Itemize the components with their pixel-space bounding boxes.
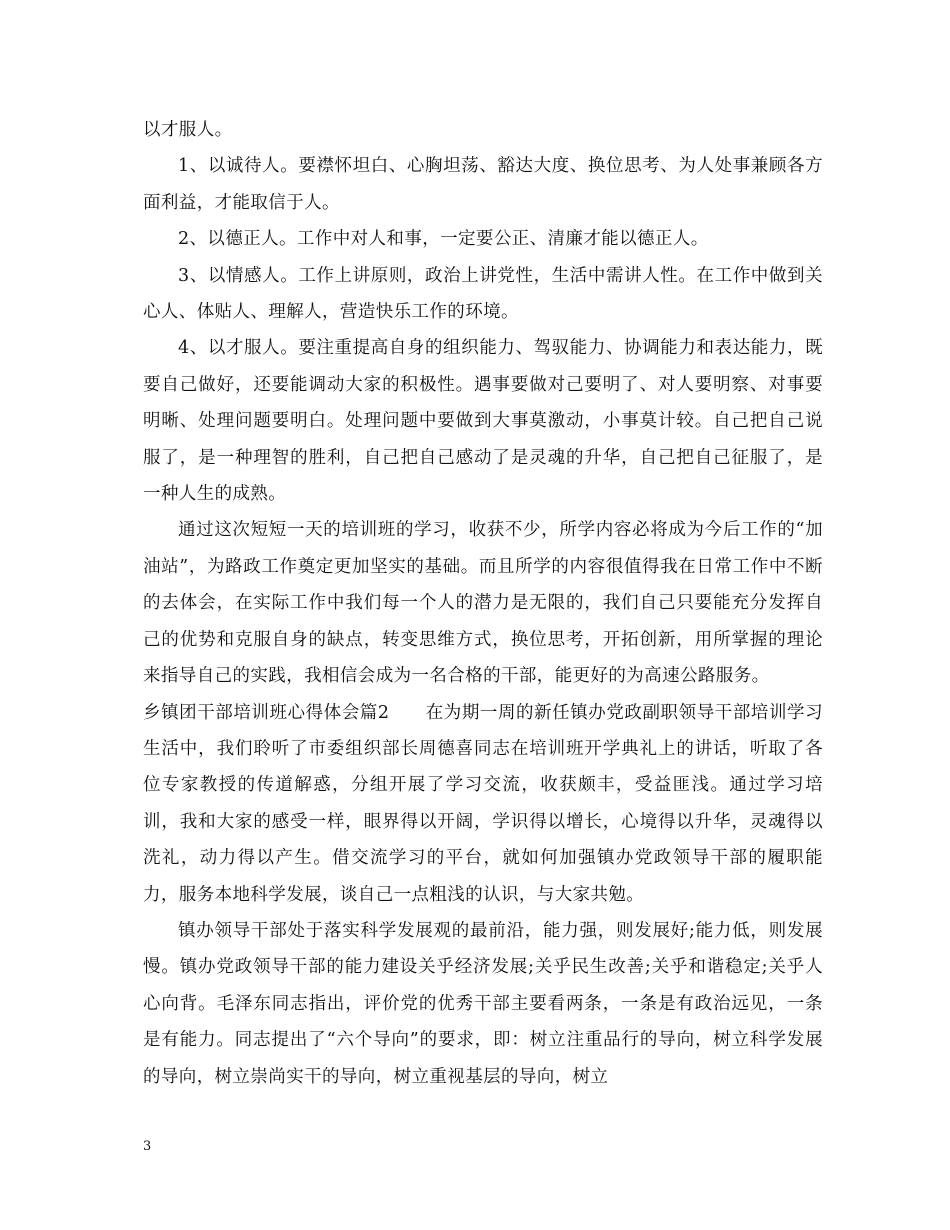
paragraph-6: 通过这次短短一天的培训班的学习，收获不少，所学内容必将成为今后工作的“加油站”，为路政工作奠定更加坚实的基础。而且所学的内容很值得我在日常工作中不断的去体会，在实际工作中我们每一个人的潜力是无限的，我们自己只要能充分发挥自己的优势和克服自身的缺点，转变思维方式，换位思考，开拓创新，用所掌握的理论来指导自己的实践，我相信会成为一名合格的干部，能更好的为高速公路服务。 bbox=[143, 520, 823, 687]
paragraph-2: 1、以诚待人。要襟怀坦白、心胸坦荡、豁达大度、换位思考、为人处事兼顾各方面利益，才能取信于人。 bbox=[143, 156, 823, 213]
paragraph-7: 乡镇团干部培训班心得体会篇2 在为期一周的新任镇办党政副职领导干部培训学习生活中，我们聆听了市委组织部长周德喜同志在培训班开学典礼上的讲话，听取了各位专家教授的传道解惑，分组开展了学习交流，收获颇丰，受益匪浅。通过学习培训，我和大家的感受一样，眼界得以开阔，学识得以增长，心境得以升华，灵魂得以洗礼，动力得以产生。借交流学习的平台，就如何加强镇办党政领导干部的履职能力，服务本地科学发展，谈自己一点粗浅的认识，与大家共勉。 bbox=[143, 702, 823, 905]
paragraph-5: 4、以才服人。要注重提高自身的组织能力、驾驭能力、协调能力和表达能力，既要自己做好，还要能调动大家的积极性。遇事要做对己要明了、对人要明察、对事要明晰、处理问题要明白。处理问题中要做到大事莫激动，小事莫计较。自己把自己说服了，是一种理智的胜利，自己把自己感动了是灵魂的升华，自己把自己征服了，是一种人生的成熟。 bbox=[143, 338, 823, 505]
document-body bbox=[143, 112, 823, 1095]
paragraph-4: 3、以情感人。工作上讲原则，政治上讲党性，生活中需讲人性。在工作中做到关心人、体贴人、理解人，营造快乐工作的环境。 bbox=[143, 265, 823, 323]
page-number: 3 bbox=[143, 1139, 152, 1154]
paragraph-1: 以才服人。 bbox=[143, 120, 233, 140]
paragraph-8: 镇办领导干部处于落实科学发展观的最前沿，能力强，则发展好;能力低，则发展慢。镇办党政领导干部的能力建设关乎经济发展;关乎民生改善;关乎和谐稳定;关乎人心向背。毛泽东同志指出，评价党的优秀干部主要看两条，一条是有政治远见，一条是有能力。同志提出了“六个导向”的要求，即：树立注重品行的导向，树立科学发展的导向，树立崇尚实干的导向，树立重视基层的导向，树立 bbox=[143, 920, 823, 1087]
paragraph-3: 2、以德正人。工作中对人和事，一定要公正、清廉才能以德正人。 bbox=[178, 229, 709, 250]
